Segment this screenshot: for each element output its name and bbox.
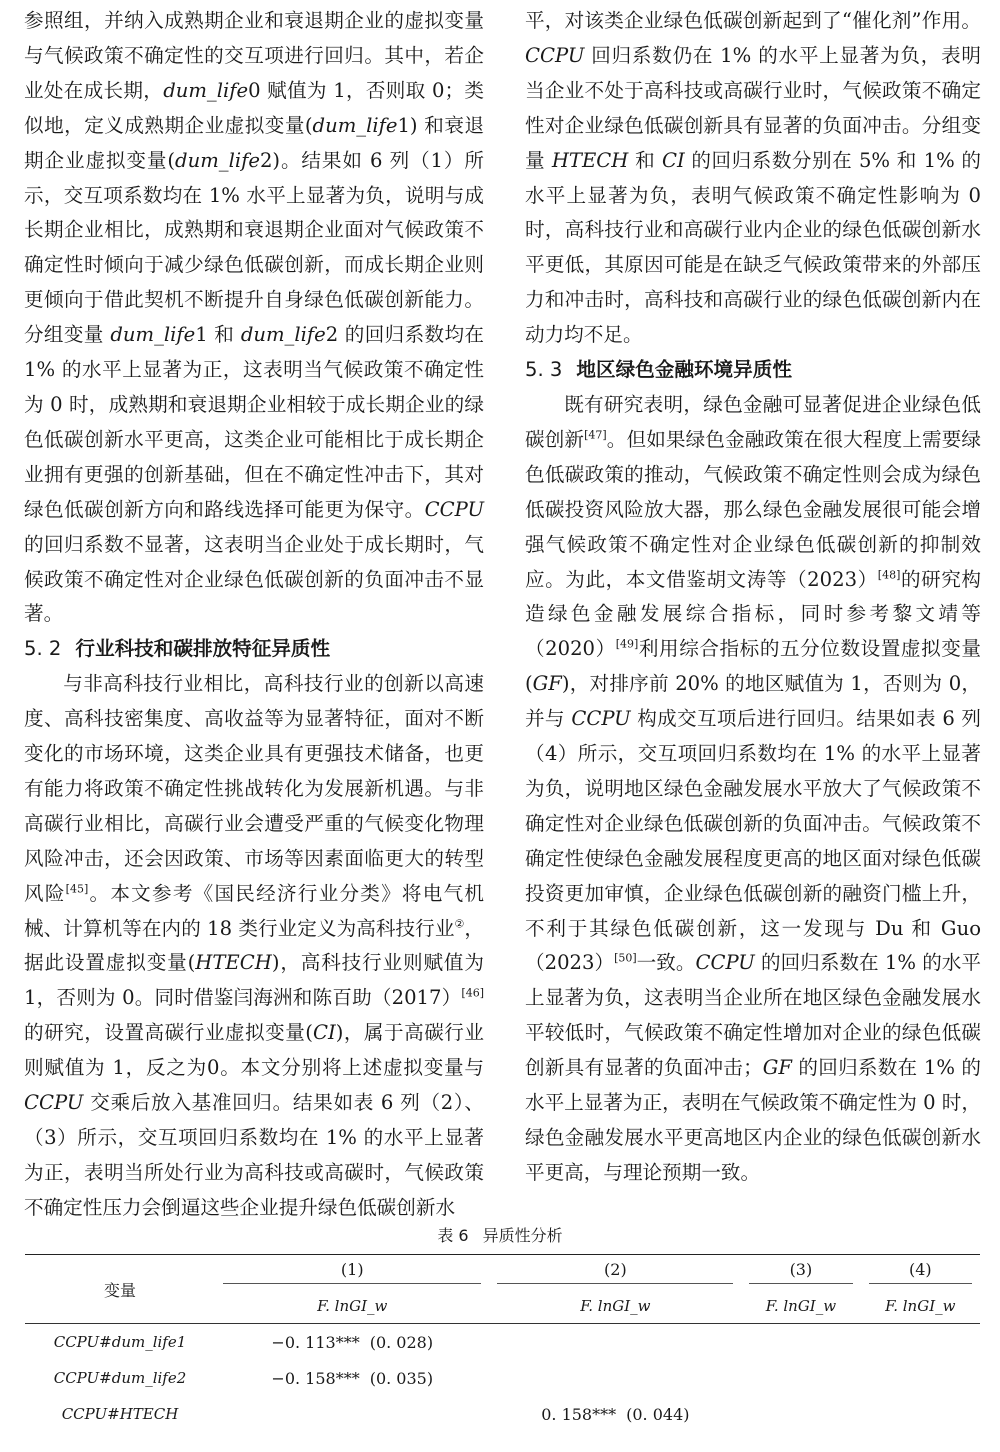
right-column <box>525 4 981 1191</box>
coefficient-cell: −0. 158*** (0. 035) <box>271 1368 434 1388</box>
paragraph-industry-cont: 平，对该类企业绿色低碳创新起到了“催化剂”作用。CCPU 回归系数仍在 1% 的水平上显著为负，表明当企业不处于高科技或高碳行业时，气候政策不确定性对企业绿色低碳创新具有显著的负面冲击。分组变量 HTECH 和 CI 的回归系数分别在 5% 和 1% 的水平上显著为负，表明气候政策不确定性影响为 0 时，高科技行业和高碳行业内企业的绿色低碳创新水平更低，其原因可能是在缺乏气候政策带来的外部压力和冲击时，高科技和高碳行业的绿色低碳创新内在动力均不足。 <box>525 9 982 347</box>
coefficient-cell: −0. 113*** (0. 028) <box>271 1332 434 1352</box>
left-column <box>24 4 484 1226</box>
column-header-4: (4) <box>861 1255 980 1290</box>
section-heading-5-3: 5. 3 地区绿色金融环境异质性 <box>525 358 792 382</box>
paragraph-lifecycle: 参照组，并纳入成熟期企业和衰退期企业的虚拟变量与气候政策不确定性的交互项进行回归。其中，若企业处在成长期，dum_life0 赋值为 1，否则取 0；类似地，定义成熟期企业虚拟变量(dum_life1) 和衰退期企业虚拟变量(dum_life2)。结果如 6 列（1）所示，交互项系数均在 1% 水平上显著为负，说明与成长期企业相比，成熟期和衰退期企业面对气候政策不确定性时倾向于减少绿色低碳创新，而成长期企业则更倾向于借此契机不断提升自身绿色低碳创新能力。分组变量 dum_life1 和 dum_life2 的回归系数均在 1% 的水平上显著为正，这表明当气候政策不确定性为 0 时，成熟期和衰退期企业相较于成长期企业的绿色低碳创新水平更高，这类企业可能相比于成长期企业拥有更强的创新基础，但在不确定性冲击下，其对绿色低碳创新方向和路线选择可能更为保守。CCPU 的回归系数不显著，这表明当企业处于成长期时，气候政策不确定性对企业绿色低碳创新的负面冲击不显著。 <box>24 9 484 626</box>
column-header-2: (2) <box>489 1255 741 1290</box>
table-row <box>25 1360 980 1396</box>
coefficient-cell: 0. 158*** (0. 044) <box>541 1404 690 1424</box>
column-header-1: (1) <box>215 1255 489 1290</box>
table-row <box>25 1324 980 1361</box>
paragraph-green-finance: 既有研究表明，绿色金融可显著促进企业绿色低碳创新[47]。但如果绿色金融政策在很大程度上需要绿色低碳政策的推动，气候政策不确定性则会成为绿色低碳投资风险放大器，那么绿色金融发展很可能会增强气候政策不确定性对企业绿色低碳创新的抑制效应。为此，本文借鉴胡文涛等（2023）[48]的研究构造绿色金融发展综合指标，同时参考黎文靖等（2020）[49]利用综合指标的五分位数设置虚拟变量(GF)，对排序前 20% 的地区赋值为 1，否则为 0，并与 CCPU 构成交互项后进行回归。结果如表 6 列（4）所示，交互项回归系数均在 1% 的水平上显著为负，说明地区绿色金融发展水平放大了气候政策不确定性对企业绿色低碳创新的负面冲击。气候政策不确定性使绿色金融发展程度更高的地区面对绿色低碳投资更加审慎，企业绿色低碳创新的融资门槛上升，不利于其绿色低碳创新，这一发现与 Du 和 Guo（2023）[50]一致。CCPU 的回归系数在 1% 的水平上显著为负，这表明当企业所在地区绿色金融发展水平较低时，气候政策不确定性增加对企业的绿色低碳创新具有显著的负面冲击；GF 的回归系数在 1% 的水平上显著为正，表明在气候政策不确定性为 0 时，绿色金融发展水平更高地区内企业的绿色低碳创新水平更高，与理论预期一致。 <box>525 392 982 1184</box>
heterogeneity-table <box>25 1254 980 1432</box>
variable-header: 变量 <box>103 1280 136 1300</box>
table-row <box>25 1396 980 1432</box>
column-header-3: (3) <box>741 1255 860 1290</box>
paragraph-industry: 与非高科技行业相比，高科技行业的创新以高速度、高科技密集度、高收益等为显著特征，面对不断变化的市场环境，这类企业具有更强技术储备，也更有能力将政策不确定性挑战转化为发展新机遇。与非高碳行业相比，高碳行业会遭受严重的气候变化物理风险冲击，还会因政策、市场等因素面临更大的转型风险[45]。本文参考《国民经济行业分类》将电气机械、计算机等在内的 18 类行业定义为高科技行业②，据此设置虚拟变量(HTECH)，高科技行业则赋值为 1，否则为 0。同时借鉴闫海洲和陈百助（2017）[46]的研究，设置高碳行业虚拟变量(CI)，属于高碳行业则赋值为 1，反之为0。本文分别将上述虚拟变量与 CCPU 交乘后放入基准回归。结果如表 6 列（2）、（3）所示，交互项回归系数均在 1% 的水平上显著为正，表明当所处行业为高科技或高碳时，气候政策不确定性压力会倒逼这些企业提升绿色低碳创新水 <box>24 672 485 1219</box>
section-heading-5-2: 5. 2 行业科技和碳排放特征异质性 <box>24 637 331 661</box>
dep-var-1: F. lnGI_w <box>317 1297 388 1315</box>
dep-var-2: F. lnGI_w <box>580 1297 651 1315</box>
dep-var-4: F. lnGI_w <box>885 1297 956 1315</box>
table-caption: 表 6 异质性分析 <box>437 1226 563 1245</box>
row-variable: CCPU#HTECH <box>61 1405 179 1423</box>
dep-var-3: F. lnGI_w <box>765 1297 837 1315</box>
row-variable: CCPU#dum_life2 <box>53 1369 187 1387</box>
row-variable: CCPU#dum_life1 <box>53 1333 187 1351</box>
